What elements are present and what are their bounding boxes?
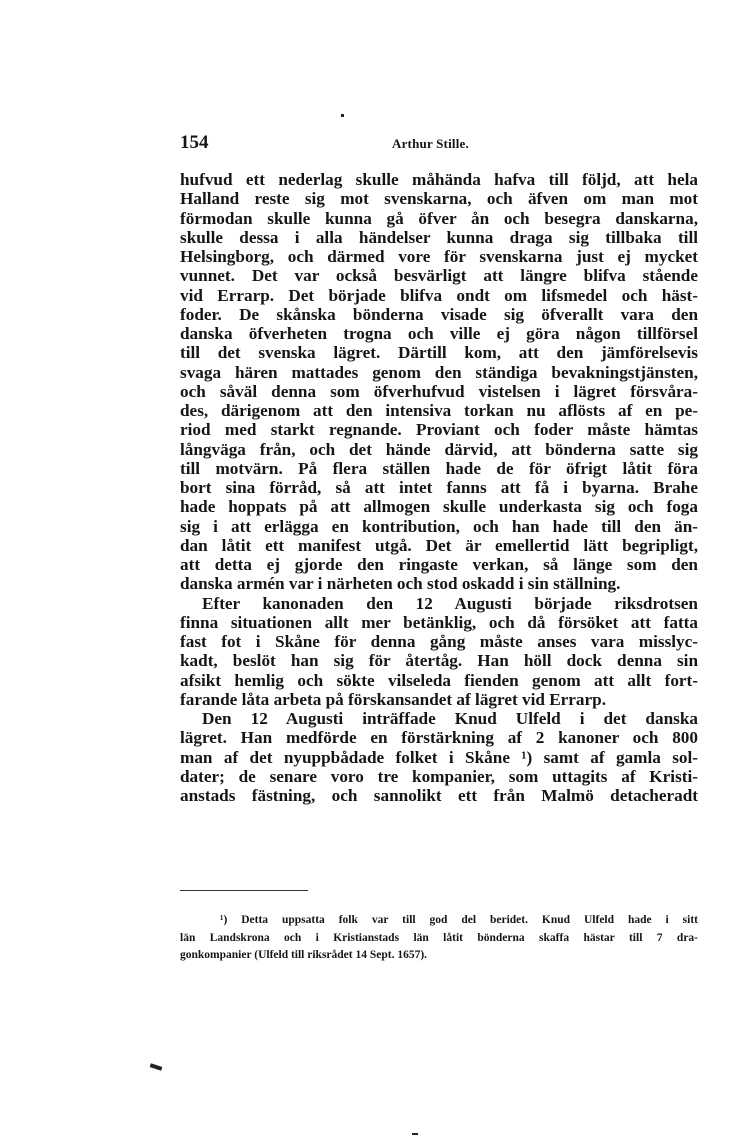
- text-line: des, därigenom att den intensiva torkan nu aflösts af en pe-: [180, 401, 698, 420]
- text-line: vunnet. Det var också besvärligt att längre blifva stående: [180, 266, 698, 286]
- text-line: afsikt hemlig och sökte vilseleda fienden genom att allt fort-: [180, 670, 698, 690]
- text-line: farande låta arbeta på förskansandet af lägret vid Errarp.: [180, 689, 607, 709]
- text-line: danska armén var i närheten och stod oskadd i sin ställning.: [180, 574, 621, 594]
- print-speck: [341, 114, 344, 117]
- text-line: skulle dessa i alla händelser kunna draga sig tillbaka till: [180, 227, 698, 247]
- text-line: till motvärn. På flera ställen hade de för öfrigt låtit föra: [180, 458, 698, 478]
- text-line: långväga från, och det hände därvid, att bönderna satte sig: [180, 439, 698, 459]
- text-line: svaga hären mattades genom den ständiga bevakningstjänsten,: [180, 362, 698, 382]
- body-text: [180, 170, 698, 805]
- print-speck: [412, 1133, 418, 1135]
- page-header: [180, 132, 700, 154]
- text-line: till det svenska lägret. Därtill kom, att den jämförelsevis: [180, 343, 698, 363]
- text-line: och såväl denna som öfverhufvud vistelsen i lägret försvåra-: [180, 381, 698, 401]
- text-line: Halland reste sig mot svenskarna, och äfven om man mot: [180, 189, 698, 209]
- page-number: 154: [180, 132, 209, 153]
- running-head: Arthur Stille.: [392, 136, 469, 151]
- text-line: hufvud ett nederlag skulle måhända hafva till följd, att hela: [180, 170, 698, 189]
- text-line: dan låtit ett manifest utgå. Det är emellertid lätt begripligt,: [180, 535, 698, 555]
- text-line: Helsingborg, och därmed vore för svenskarna just ej mycket: [180, 247, 698, 266]
- text-line: fast fot i Skåne för denna gång måste anses vara misslyc-: [180, 632, 698, 651]
- text-line: kadt, beslöt han sig för återtåg. Han höll dock denna sin: [180, 651, 698, 671]
- text-line: man af det nyuppbådade folket i Skåne ¹) samt af gamla sol-: [180, 747, 698, 767]
- text-line: anstads fästning, och sannolikt ett från Malmö detacheradt: [180, 786, 698, 805]
- text-line: lägret. Han medförde en förstärkning af 2 kanoner och 800: [180, 728, 698, 748]
- text-line: dater; de senare voro tre kompanier, som uttagits af Kristi-: [180, 766, 698, 786]
- footnote-line: ¹) Detta uppsatta folk var till god del beridet. Knud Ulfeld hade i sitt: [220, 914, 698, 926]
- text-line: sig i att erlägga en kontribution, och han hade till den än-: [180, 516, 698, 536]
- book-page: [180, 0, 700, 1145]
- text-line: finna situationen allt mer betänklig, och då försöket att fatta: [180, 612, 698, 632]
- footnote-line: gonkompanier (Ulfeld till riksrådet 14 Sept. 1657).: [180, 949, 428, 961]
- text-line: bort sina förråd, så att intet fanns att få i byarna. Brahe: [180, 478, 698, 497]
- text-line: förmodan skulle kunna gå öfver ån och besegra danskarna,: [180, 208, 698, 228]
- footnotes: [180, 912, 698, 965]
- text-line: riod med starkt regnande. Proviant och foder måste hämtas: [180, 420, 698, 440]
- text-line: hade hoppats på att allmogen skulle underkasta sig och foga: [180, 497, 698, 517]
- footnote-line: län Landskrona och i Kristianstads län låtit bönderna skaffa hästar till 7 dra-: [180, 931, 698, 944]
- text-line: Den 12 Augusti inträffade Knud Ulfeld i det danska: [202, 709, 698, 728]
- text-line: vid Errarp. Det började blifva ondt om lifsmedel och häst-: [180, 285, 698, 305]
- footnote-divider: [180, 890, 308, 891]
- text-line: att detta ej gjorde den ringaste verkan, så länge som den: [180, 555, 698, 574]
- text-line: danska öfverheten trogna och ville ej göra någon tillförsel: [180, 324, 698, 343]
- text-line: foder. De skånska bönderna visade sig öfverallt vara den: [180, 304, 698, 324]
- print-speck: [150, 1063, 163, 1071]
- text-line: Efter kanonaden den 12 Augusti började riksdrotsen: [202, 593, 698, 613]
